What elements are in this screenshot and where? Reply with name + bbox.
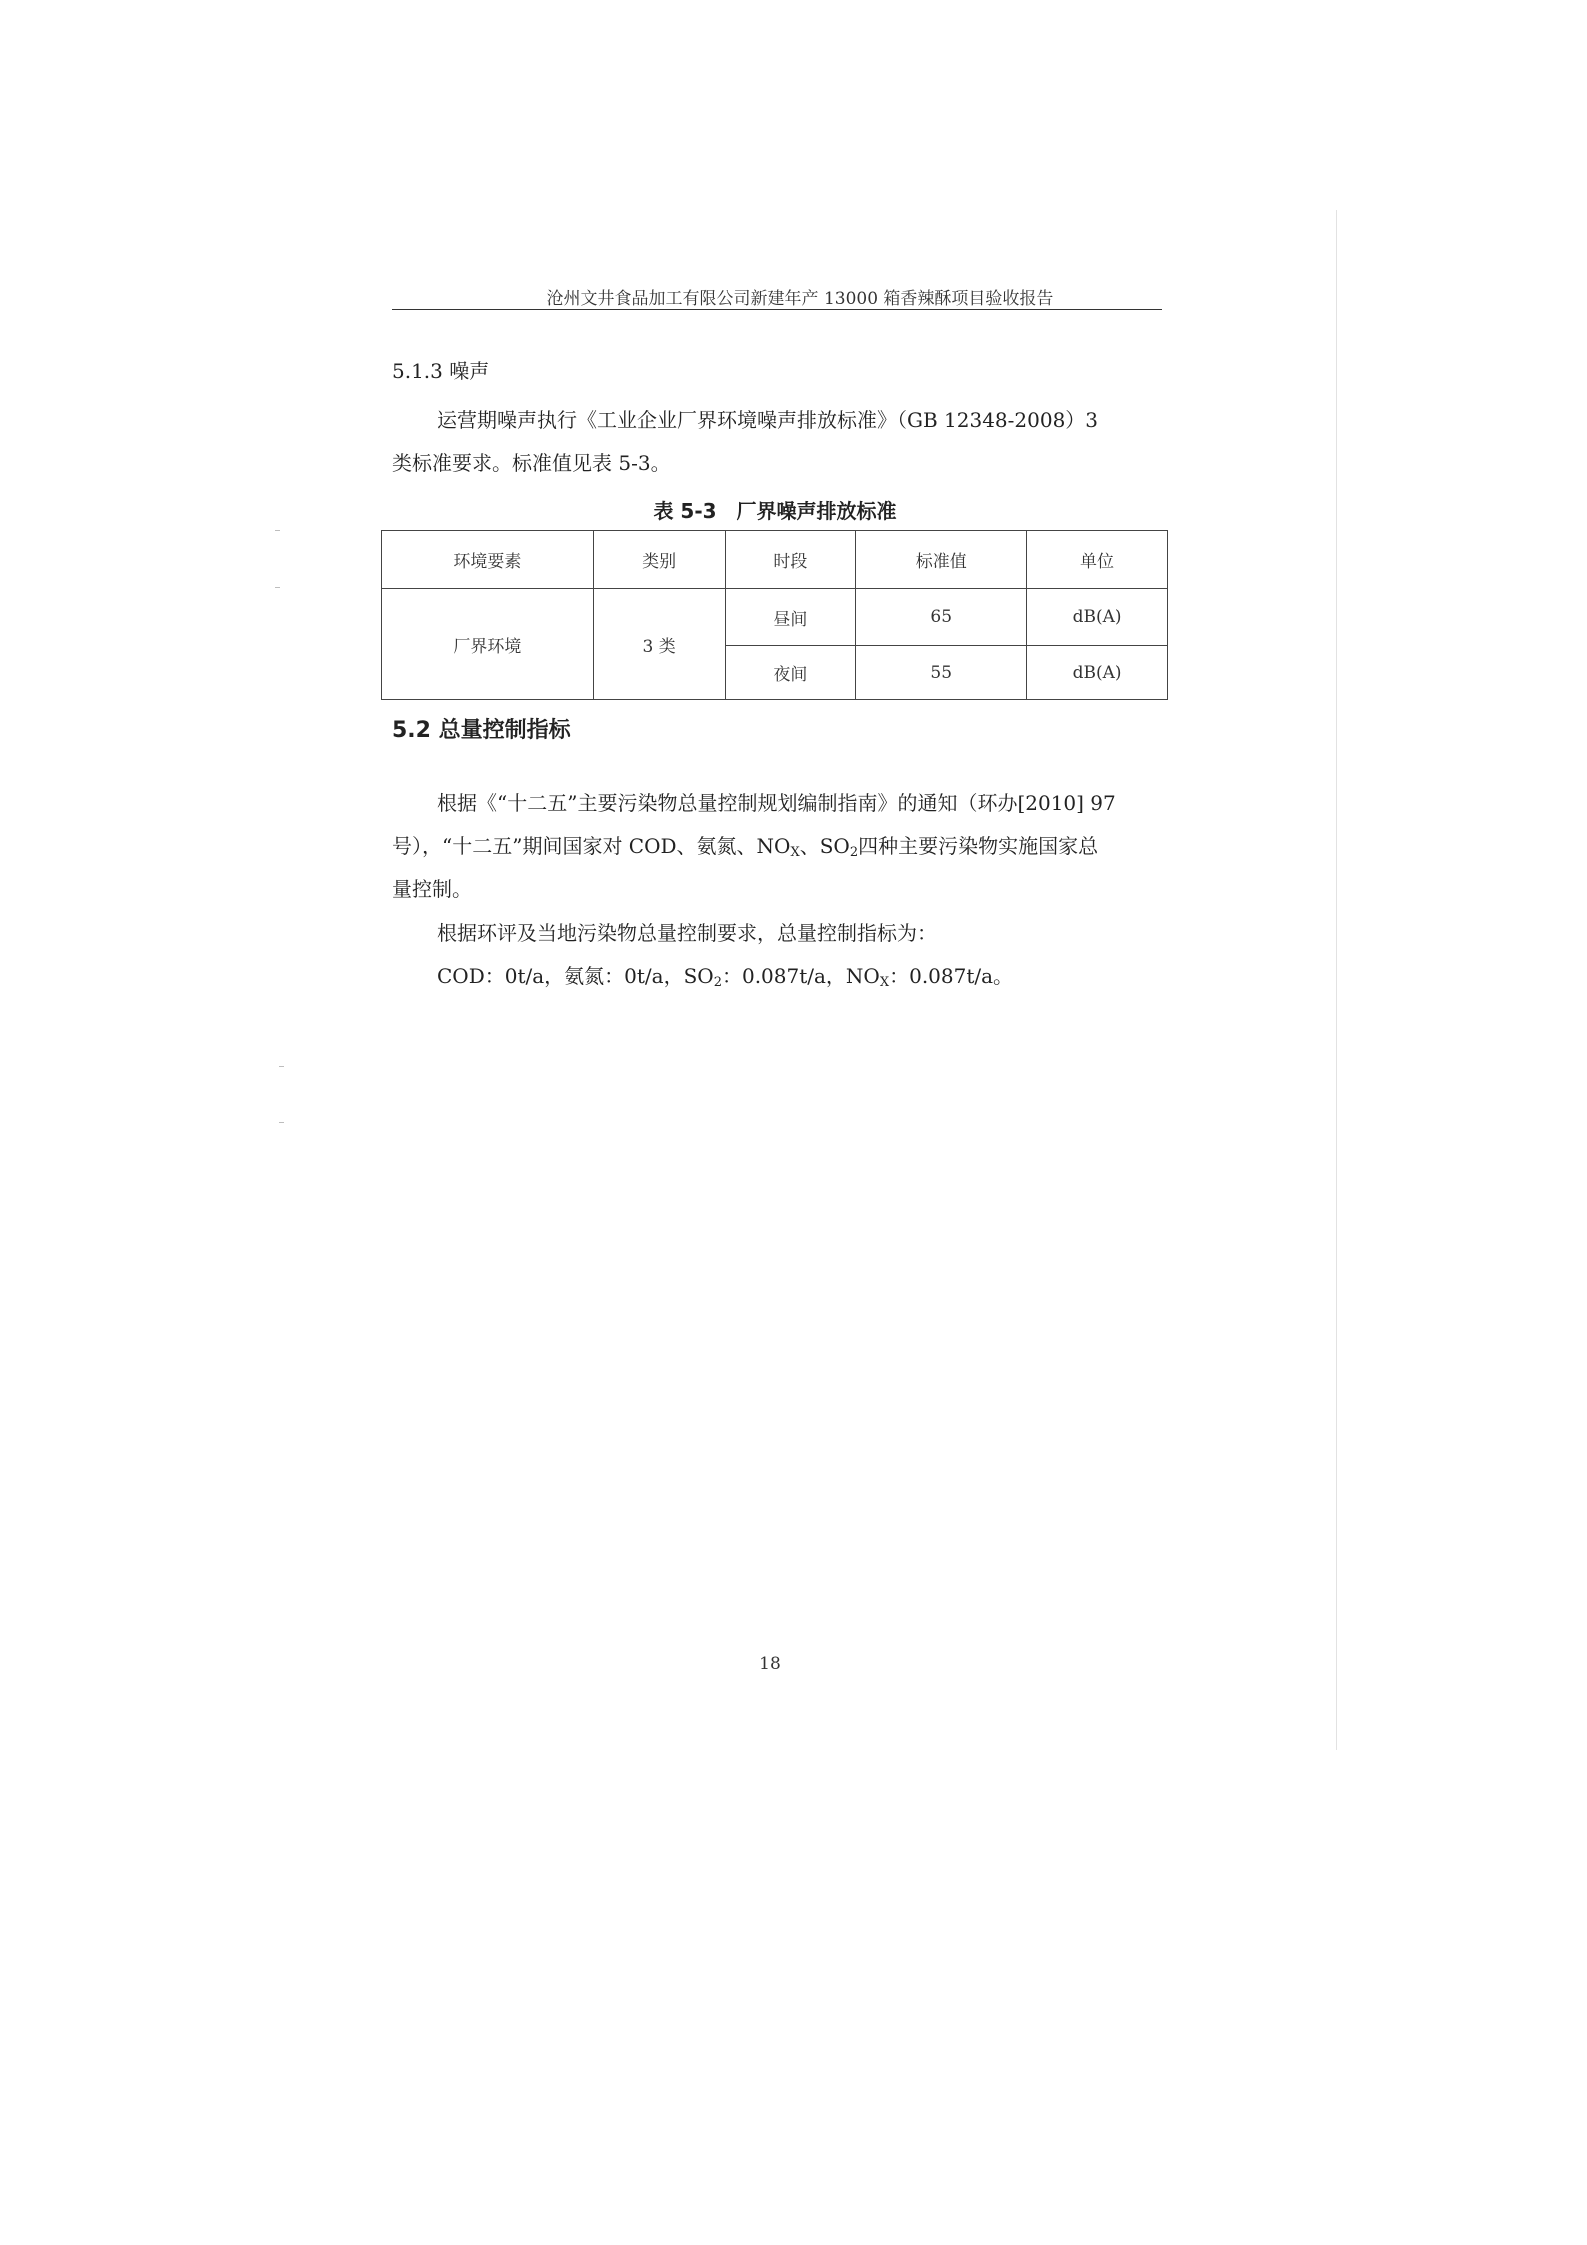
header-cell-value: 标准值 [856,531,1027,589]
scan-mark [279,1122,284,1123]
section-52-heading: 5.2 总量控制指标 [392,718,571,743]
running-header: 沧州文井食品加工有限公司新建年产 13000 箱香辣酥项目验收报告 [546,289,1054,309]
cell-category: 3 类 [593,589,725,700]
scan-mark [275,530,280,531]
cell-period: 夜间 [725,646,856,700]
section-52-paragraph-1-line-1: 根据《“十二五”主要污染物总量控制规划编制指南》的通知（环办[2010] 97 [437,791,1116,815]
cell-unit: dB(A) [1027,589,1168,646]
table-caption: 表 5-3 厂界噪声排放标准 [653,499,897,523]
scan-mark [279,1066,284,1067]
header-cell-unit: 单位 [1027,531,1168,589]
table-row [382,589,1168,646]
cell-unit: dB(A) [1027,646,1168,700]
cell-period: 昼间 [725,589,856,646]
cell-element: 厂界环境 [382,589,594,700]
cell-value: 65 [856,589,1027,646]
total-control-values: COD：0t/a，氨氮：0t/a，$SO_2$：0.087t/a，$NO_X$：0.087t/a。 [437,964,1014,990]
section-513-paragraph-line-2: 类标准要求。标准值见表 5-3。 [392,451,671,475]
scan-mark [275,587,280,588]
header-rule [392,309,1162,310]
section-52-paragraph-1-line-3: 量控制。 [392,877,472,901]
cell-value: 55 [856,646,1027,700]
section-513-heading: 5.1.3 噪声 [392,359,490,383]
table-header-row [382,531,1168,589]
section-52-paragraph-1-line-2: 号），“十二五”期间国家对 COD、氨氮、$NO_X$、$SO_2$四种主要污染物实施国家总 [392,834,1099,860]
header-cell-element: 环境要素 [382,531,594,589]
header-cell-period: 时段 [725,531,856,589]
page-edge [1336,210,1337,1750]
noise-standard-table [381,530,1168,700]
header-cell-category: 类别 [593,531,725,589]
section-52-paragraph-2: 根据环评及当地污染物总量控制要求，总量控制指标为： [437,921,937,945]
section-513-paragraph-line-1: 运营期噪声执行《工业企业厂界环境噪声排放标准》（GB 12348-2008）3 [437,408,1099,432]
page-number: 18 [759,1654,781,1674]
